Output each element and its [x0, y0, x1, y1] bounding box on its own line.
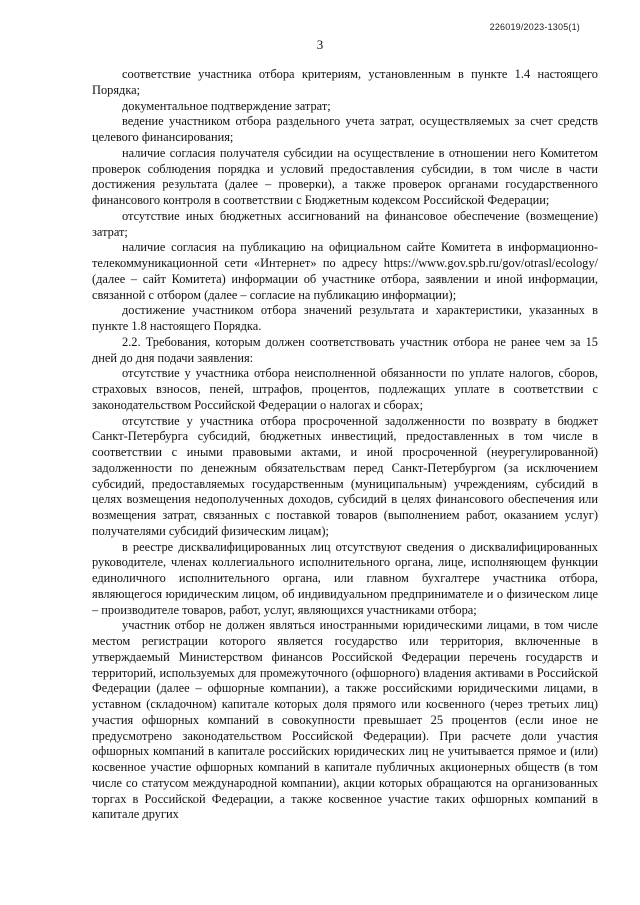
document-body	[92, 67, 598, 823]
paragraph-11: в реестре дисквалифицированных лиц отсутствуют сведения о дисквалифицированных руководителе, членах коллегиального исполнительного органа, лице, исполняющем функции единоличного исполнительного органа, или главном бухгалтере участника отбора, являющегося юридическим лицом, об индивидуальном предпринимателе и о физическом лице – производителе товаров, работ, услуг, являющихся участниками отбора;	[92, 539, 598, 617]
paragraph-3: ведение участником отбора раздельного учета затрат, осуществляемых за счет средств целевого финансирования;	[92, 114, 598, 144]
paragraph-10: отсутствие у участника отбора просроченной задолженности по возврату в бюджет Санкт-Петербурга субсидий, бюджетных инвестиций, предоставленных в том числе в соответствии с иными правовыми актами, и иной просроченной (неурегулированной) задолженности по денежным обязательствам перед Санкт-Петербургом (за исключением субсидий, предоставляемых государственным (муниципальным) учреждениям, субсидий в целях возмещения недополученных доходов, субсидий в целях финансового обеспечения или возмещения затрат, связанных с поставкой товаров (выполнением работ, оказанием услуг) получателями субсидий физическим лицам);	[92, 413, 598, 538]
paragraph-5: отсутствие иных бюджетных ассигнований на финансовое обеспечение (возмещение) затрат;	[92, 208, 598, 239]
paragraph-9: отсутствие у участника отбора неисполненной обязанности по уплате налогов, сборов, страховых взносов, пеней, штрафов, процентов, подлежащих уплате в соответствии с законодательством Российской Федерации о налогах и сборах;	[92, 366, 598, 412]
paragraph-4: наличие согласия получателя субсидии на осуществление в отношении него Комитетом проверок соблюдения порядка и условий предоставления субсидии, в том числе в части достижения результата (далее – проверки), а также проверок органами государственного финансового контроля в соответствии с Бюджетным кодексом Российской Федерации;	[92, 145, 598, 207]
paragraph-12: участник отбор не должен являться иностранными юридическими лицами, в том числе местом регистрации которого является государство или территория, включенные в утверждаемый Министерством финансов Российской Федерации перечень государств и территорий, используемых для промежуточного (офшорного) владения активами в Российской Федерации (далее – офшорные компании), а также российскими юридическими лицами, в уставном (складочном) капитале которых доля прямого или косвенного (через третьих лиц) участия офшорных компаний в совокупности превышает 25 процентов (если иное не предусмотрено законодательством Российской Федерации). При расчете доли участия офшорных компаний в капитале российских юридических лиц не учитывается прямое и (или) косвенное участие офшорных компаний в капитале публичных акционерных обществ (в том числе со статусом международной компании), акции которых обращаются на организованных торгах в Российской Федерации, а также косвенное участие таких офшорных компаний в капитале других	[92, 618, 598, 822]
page-number: 3	[316, 37, 324, 52]
paragraph-8-section-2-2: 2.2. Требования, которым должен соответствовать участник отбора не ранее чем за 15 дней до дня подачи заявления:	[92, 334, 598, 365]
paragraph-7: достижение участником отбора значений результата и характеристики, указанных в пункте 1.8 настоящего Порядка.	[92, 303, 598, 333]
paragraph-2: документальное подтверждение затрат;	[122, 98, 331, 113]
paragraph-1: соответствие участника отбора критериям, установленным в пункте 1.4 настоящего Порядка;	[92, 67, 598, 97]
paragraph-6: наличие согласия на публикацию на официальном сайте Комитета в информационно-телекоммуникационной сети «Интернет» по адресу https://www.gov.spb.ru/gov/otrasl/ecology/ (далее – сайт Комитета) информации об участнике отбора, заявлении и иной информации, связанной с отбором (далее – согласие на публикацию информации);	[92, 240, 598, 302]
document-number: 226019/2023-1305(1)	[489, 22, 580, 32]
